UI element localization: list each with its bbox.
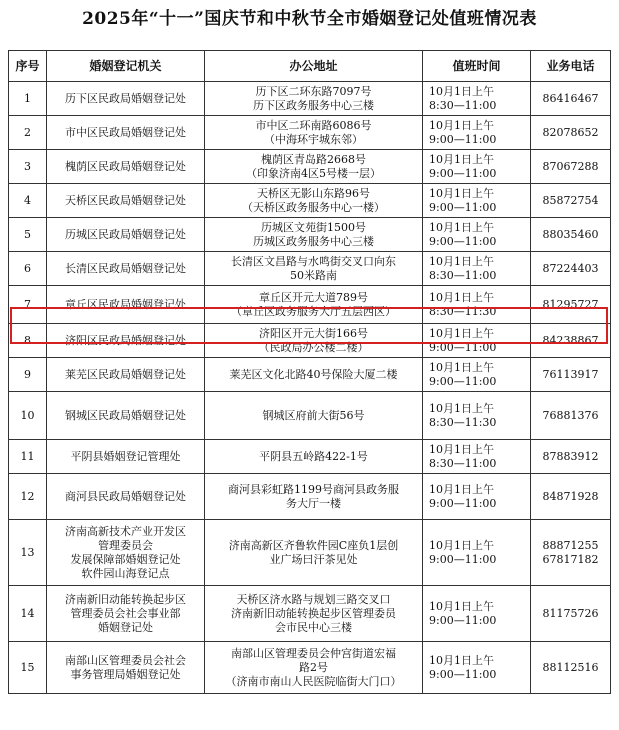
header-no: 序号 xyxy=(9,51,47,82)
row-no: 12 xyxy=(9,474,47,520)
row-org: 市中区民政局婚姻登记处 xyxy=(47,116,205,150)
row-address: 天桥区济水路与规划三路交叉口 济南新旧动能转换起步区管理委员 会市民中心三楼 xyxy=(205,586,423,642)
row-duty-time: 10月1日上午 9:00—11:00 xyxy=(423,150,531,184)
row-duty-time: 10月1日上午 9:00—11:00 xyxy=(423,324,531,358)
row-no: 8 xyxy=(9,324,47,358)
table-row xyxy=(9,116,611,150)
row-duty-time: 10月1日上午 8:30—11:30 xyxy=(423,286,531,324)
row-address: 历下区二环东路7097号 历下区政务服务中心三楼 xyxy=(205,82,423,116)
row-duty-time: 10月1日上午 8:30—11:30 xyxy=(423,392,531,440)
row-org: 长清区民政局婚姻登记处 xyxy=(47,252,205,286)
header-address: 办公地址 xyxy=(205,51,423,82)
row-duty-time: 10月1日上午 8:30—11:00 xyxy=(423,82,531,116)
row-address: 槐荫区青岛路2668号 （印象济南4区5号楼一层） xyxy=(205,150,423,184)
row-address: 莱芜区文化北路40号保险大厦二楼 xyxy=(205,358,423,392)
row-phone: 87224403 xyxy=(531,252,611,286)
row-no: 11 xyxy=(9,440,47,474)
table-row xyxy=(9,82,611,116)
row-duty-time: 10月1日上午 9:00—11:00 xyxy=(423,474,531,520)
row-org: 南部山区管理委员会社会 事务管理局婚姻登记处 xyxy=(47,642,205,694)
row-address: 天桥区无影山东路96号 （天桥区政务服务中心一楼） xyxy=(205,184,423,218)
row-org: 济南高新技术产业开发区 管理委员会 发展保障部婚姻登记处 软件园山海登记点 xyxy=(47,520,205,586)
row-org: 历下区民政局婚姻登记处 xyxy=(47,82,205,116)
row-phone: 86416467 xyxy=(531,82,611,116)
row-duty-time: 10月1日上午 9:00—11:00 xyxy=(423,116,531,150)
row-phone: 81295727 xyxy=(531,286,611,324)
row-address: 商河县彩虹路1199号商河县政务服 务大厅一楼 xyxy=(205,474,423,520)
row-phone: 76881376 xyxy=(531,392,611,440)
row-org: 商河县民政局婚姻登记处 xyxy=(47,474,205,520)
row-duty-time: 10月1日上午 8:30—11:00 xyxy=(423,440,531,474)
row-no: 3 xyxy=(9,150,47,184)
row-no: 14 xyxy=(9,586,47,642)
row-phone: 87883912 xyxy=(531,440,611,474)
row-no: 7 xyxy=(9,286,47,324)
table-row xyxy=(9,586,611,642)
row-duty-time: 10月1日上午 9:00—11:00 xyxy=(423,642,531,694)
row-address: 平阴县五岭路422-1号 xyxy=(205,440,423,474)
row-address: 济南高新区齐鲁软件园C座负1层创 业广场曰汗茶见处 xyxy=(205,520,423,586)
row-phone: 76113917 xyxy=(531,358,611,392)
row-no: 1 xyxy=(9,82,47,116)
row-org: 章丘区民政局婚姻登记处 xyxy=(47,286,205,324)
row-phone: 81175726 xyxy=(531,586,611,642)
row-org: 钢城区民政局婚姻登记处 xyxy=(47,392,205,440)
duty-schedule-table xyxy=(8,50,611,694)
header-phone: 业务电话 xyxy=(531,51,611,82)
table-row xyxy=(9,474,611,520)
row-org: 莱芜区民政局婚姻登记处 xyxy=(47,358,205,392)
document-title: 2025年“十一”国庆节和中秋节全市婚姻登记处值班情况表 xyxy=(82,9,537,29)
table-row xyxy=(9,324,611,358)
row-address: 市中区二环南路6086号 （中海环宇城东邻） xyxy=(205,116,423,150)
row-address: 长清区文昌路与水鸣街交叉口向东 50米路南 xyxy=(205,252,423,286)
row-no: 13 xyxy=(9,520,47,586)
row-address: 南部山区管理委员会仲宫街道宏福 路2号 （济南市南山人民医院临街大门口） xyxy=(205,642,423,694)
row-org: 历城区民政局婚姻登记处 xyxy=(47,218,205,252)
row-org: 济南新旧动能转换起步区 管理委员会社会事业部 婚姻登记处 xyxy=(47,586,205,642)
table-row xyxy=(9,440,611,474)
row-no: 5 xyxy=(9,218,47,252)
row-phone: 88035460 xyxy=(531,218,611,252)
row-duty-time: 10月1日上午 9:00—11:00 xyxy=(423,520,531,586)
row-no: 2 xyxy=(9,116,47,150)
row-phone: 87067288 xyxy=(531,150,611,184)
row-duty-time: 10月1日上午 9:00—11:00 xyxy=(423,358,531,392)
row-no: 10 xyxy=(9,392,47,440)
table-row xyxy=(9,218,611,252)
row-no: 4 xyxy=(9,184,47,218)
row-address: 济阳区开元大街166号 （民政局办公楼二楼） xyxy=(205,324,423,358)
row-address: 钢城区府前大街56号 xyxy=(205,392,423,440)
table-header-row xyxy=(9,51,611,82)
table-row xyxy=(9,520,611,586)
table-row xyxy=(9,642,611,694)
row-org: 槐荫区民政局婚姻登记处 xyxy=(47,150,205,184)
table-row xyxy=(9,150,611,184)
header-org: 婚姻登记机关 xyxy=(47,51,205,82)
table-row xyxy=(9,184,611,218)
row-address: 章丘区开元大道789号 （章丘区政务服务大厅五层西区） xyxy=(205,286,423,324)
table-row xyxy=(9,252,611,286)
row-duty-time: 10月1日上午 9:00—11:00 xyxy=(423,218,531,252)
table-row xyxy=(9,358,611,392)
row-org: 天桥区民政局婚姻登记处 xyxy=(47,184,205,218)
row-no: 9 xyxy=(9,358,47,392)
row-phone: 84238867 xyxy=(531,324,611,358)
header-duty-time: 值班时间 xyxy=(423,51,531,82)
table-row xyxy=(9,392,611,440)
row-no: 6 xyxy=(9,252,47,286)
row-org: 平阴县婚姻登记管理处 xyxy=(47,440,205,474)
row-no: 15 xyxy=(9,642,47,694)
row-org: 济阳区民政局婚姻登记处 xyxy=(47,324,205,358)
row-address: 历城区文苑街1500号 历城区政务服务中心三楼 xyxy=(205,218,423,252)
table-row-highlighted xyxy=(9,286,611,324)
row-phone: 82078652 xyxy=(531,116,611,150)
row-phone: 85872754 xyxy=(531,184,611,218)
row-duty-time: 10月1日上午 9:00—11:00 xyxy=(423,184,531,218)
row-duty-time: 10月1日上午 9:00—11:00 xyxy=(423,586,531,642)
row-duty-time: 10月1日上午 8:30—11:00 xyxy=(423,252,531,286)
row-phone: 84871928 xyxy=(531,474,611,520)
row-phone: 88112516 xyxy=(531,642,611,694)
row-phone: 88871255 67817182 xyxy=(531,520,611,586)
